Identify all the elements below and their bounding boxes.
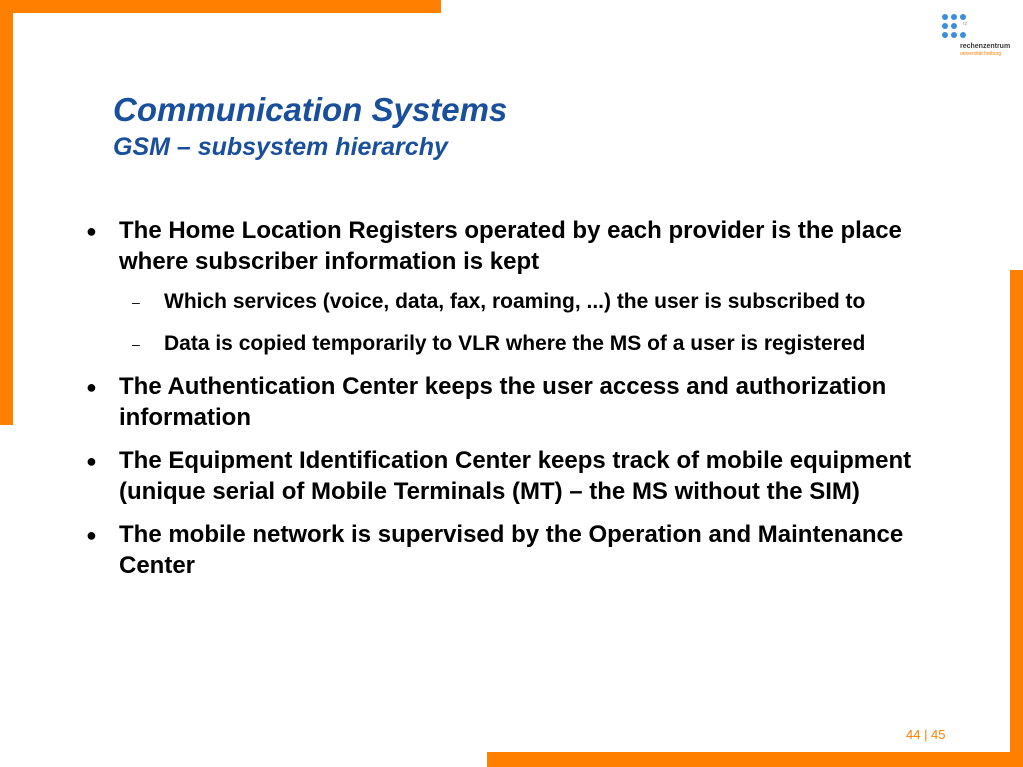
logo-line2: universität freiburg <box>960 51 1002 57</box>
bullet-list <box>85 215 945 593</box>
slide-title: Communication Systems <box>113 91 508 128</box>
bullet-marker: ● <box>86 525 97 545</box>
bullet-text: The Home Location Registers operated by each provider is the place where subscriber information is kept <box>119 217 902 275</box>
bullet-marker: ● <box>86 451 97 471</box>
bullet-item <box>85 519 945 581</box>
logo-line1: rechenzentrum <box>960 43 1011 50</box>
bullet-item <box>85 371 945 433</box>
accent-bar-right <box>1010 270 1023 767</box>
page-number: 44 | 45 <box>906 727 946 742</box>
sub-bullet-marker: – <box>132 294 140 310</box>
bullet-marker: ● <box>86 221 97 241</box>
bullet-item <box>85 445 945 507</box>
sub-bullet-item <box>130 287 945 316</box>
sub-bullet-marker: – <box>132 336 140 352</box>
accent-bar-left <box>0 0 13 425</box>
accent-bar-top <box>0 0 441 13</box>
bullet-item <box>85 215 945 277</box>
logo-abbrev: rz <box>963 21 968 27</box>
sub-bullet-text: Data is copied temporarily to VLR where the MS of a user is registered <box>164 332 866 355</box>
sub-bullet-text: Which services (voice, data, fax, roaming, ...) the user is subscribed to <box>164 290 866 313</box>
bullet-marker: ● <box>86 377 97 397</box>
bullet-text: The Equipment Identification Center keeps track of mobile equipment (unique serial of Mobile Terminals (MT) – the MS without the SIM) <box>119 447 912 505</box>
accent-bar-bottom <box>487 752 1023 767</box>
bullet-text: The Authentication Center keeps the user access and authorization information <box>119 373 887 431</box>
slide-subtitle: GSM – subsystem hierarchy <box>113 133 448 161</box>
university-logo <box>940 14 1010 64</box>
sub-bullet-item <box>130 329 945 358</box>
bullet-text: The mobile network is supervised by the Operation and Maintenance Center <box>119 521 904 579</box>
